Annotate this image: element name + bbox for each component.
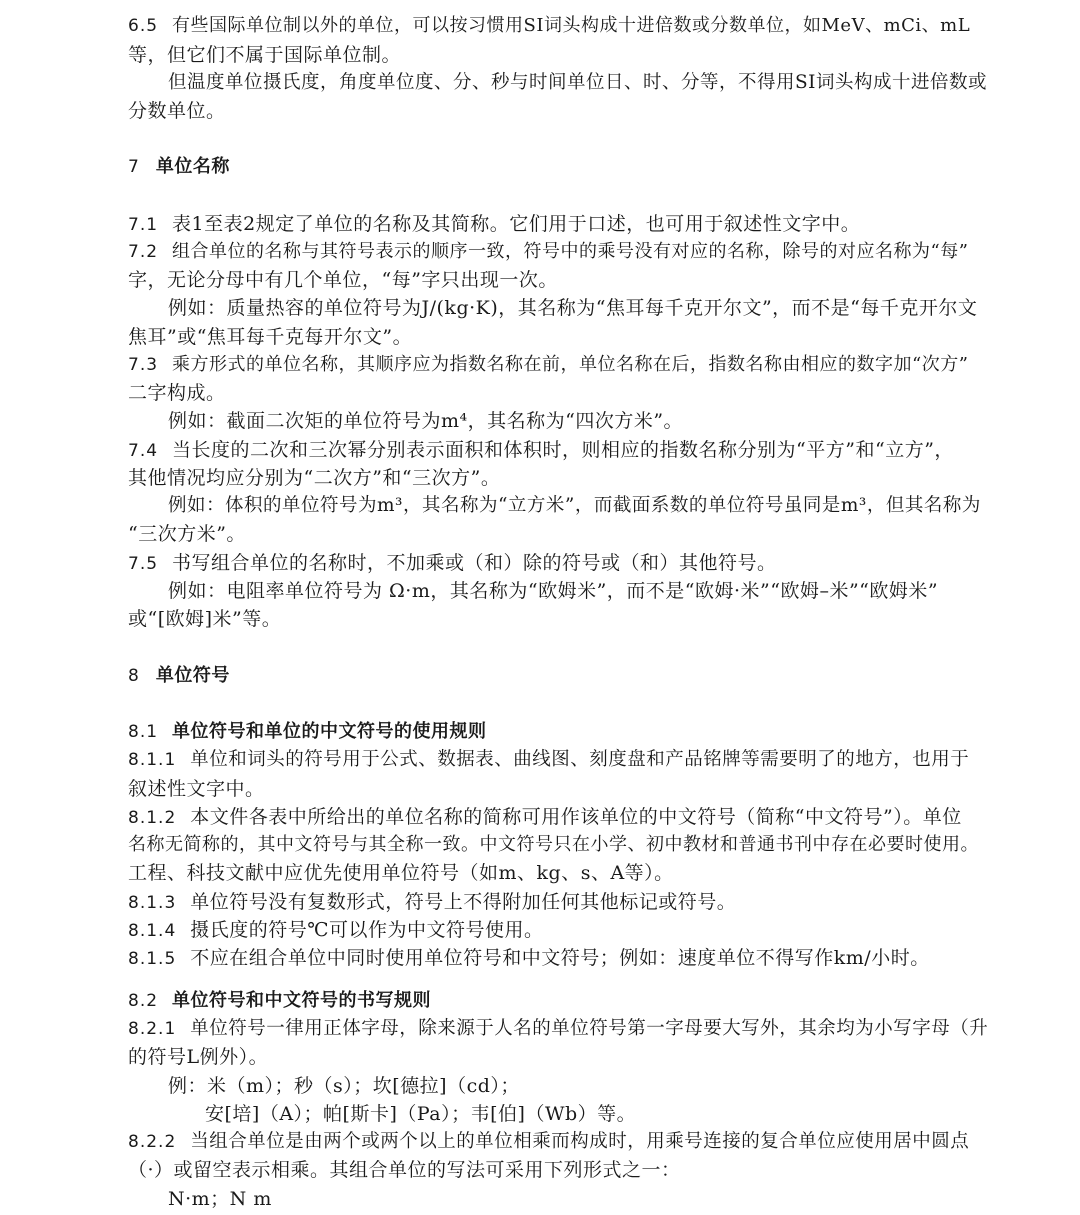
paragraph-line — [128, 97, 988, 125]
clause-text: 当组合单位是由两个或两个以上的单位相乘而构成时，用乘号连接的复合单位应使用居中圆点 — [190, 1131, 970, 1152]
clause-8-1-1 — [128, 746, 988, 774]
subsection-title: 单位符号和中文符号的书写规则 — [172, 990, 432, 1011]
line-text: 等，但它们不属于国际单位制。 — [128, 44, 402, 66]
line-text: “三次方米”。 — [128, 523, 246, 545]
line-text: 的符号L例外）。 — [128, 1046, 269, 1068]
clause-8-1-5 — [128, 944, 988, 973]
line-text: 但温度单位摄氏度，角度单位度、分、秒与时间单位日、时、分等，不得用SI词头构成十进倍数或 — [168, 72, 987, 93]
clause-number: 7.4 — [128, 441, 159, 461]
subsection-heading-8-1 — [128, 718, 988, 746]
paragraph-line — [128, 464, 988, 492]
clause-number: 8.1.4 — [128, 921, 177, 941]
clause-text: 本文件各表中所给出的单位名称的简称可用作该单位的中文符号（简称“中文符号”）。单位 — [190, 806, 962, 828]
section-number: 7 — [128, 157, 140, 177]
clause-6-5 — [128, 12, 988, 40]
clause-text: 单位符号一律用正体字母，除来源于人名的单位符号第一字母要大写外，其余均为小写字母（升 — [190, 1018, 989, 1039]
clause-text: 乘方形式的单位名称，其顺序应为指数名称在前，单位名称在后，指数名称由相应的数字加“次方” — [172, 354, 969, 375]
subsection-number: 8.1 — [128, 722, 159, 742]
section-heading-8 — [128, 662, 988, 690]
clause-number: 6.5 — [128, 16, 159, 36]
clause-8-1-4 — [128, 916, 988, 945]
paragraph-line — [128, 831, 988, 859]
clause-text: 当长度的二次和三次幂分别表示面积和体积时，则相应的指数名称分别为“平方”和“立方”， — [172, 439, 954, 461]
section-title: 单位名称 — [155, 156, 230, 177]
example-line — [168, 1072, 988, 1100]
paragraph-line — [128, 605, 988, 633]
clause-text: 表1至表2规定了单位的名称及其简称。它们用于口述，也可用于叙述性文字中。 — [172, 213, 861, 235]
clause-text: 不应在组合单位中同时使用单位符号和中文符号；例如：速度单位不得写作km/小时。 — [190, 947, 930, 969]
clause-8-1-3 — [128, 888, 988, 917]
clause-number: 8.1.3 — [128, 893, 177, 913]
formula-line — [168, 1185, 988, 1213]
clause-number: 8.2.2 — [128, 1132, 177, 1152]
line-text: 叙述性文字中。 — [128, 778, 265, 800]
paragraph-line — [128, 520, 988, 548]
line-text: 例如：体积的单位符号为m³，其名称为“立方米”，而截面系数的单位符号虽同是m³，但其名称为 — [168, 495, 981, 516]
paragraph-line — [128, 323, 988, 351]
paragraph-line — [128, 1043, 988, 1071]
clause-8-2-1 — [128, 1015, 988, 1043]
section-title: 单位符号 — [155, 665, 230, 686]
clause-number: 7.1 — [128, 215, 159, 235]
clause-number: 8.2.1 — [128, 1019, 177, 1039]
paragraph-line — [168, 69, 988, 97]
line-text: 其他情况均应分别为“二次方”和“三次方”。 — [128, 467, 501, 489]
clause-7-5 — [128, 549, 988, 578]
subsection-heading-8-2 — [128, 987, 988, 1015]
subsection-title: 单位符号和单位的中文符号的使用规则 — [172, 721, 487, 742]
line-text: 例如：质量热容的单位符号为J/(kg·K)，其名称为“焦耳每千克开尔文”，而不是“每千克开尔文 — [168, 297, 978, 319]
paragraph-line — [128, 266, 988, 294]
clause-text: 组合单位的名称与其符号表示的顺序一致，符号中的乘号没有对应的名称，除号的对应名称为“每” — [172, 241, 969, 262]
clause-number: 7.2 — [128, 242, 159, 262]
line-text: 工程、科技文献中应优先使用单位符号（如m、kg、s、A等）。 — [128, 862, 674, 884]
line-text: 例如：电阻率单位符号为 Ω·m，其名称为“欧姆米”，而不是“欧姆·米”“欧姆–米”“欧姆米” — [168, 580, 939, 602]
clause-8-2-2 — [128, 1128, 988, 1156]
line-text: 名称无简称的，其中文符号与其全称一致。中文符号只在小学、初中教材和普通书刊中存在必要时使用。 — [128, 834, 979, 855]
clause-text: 有些国际单位制以外的单位，可以按习惯用SI词头构成十进倍数或分数单位，如MeV、mCi、mL — [172, 15, 971, 36]
clause-number: 8.1.1 — [128, 750, 177, 770]
clause-text: 书写组合单位的名称时，不加乘或（和）除的符号或（和）其他符号。 — [172, 552, 777, 574]
clause-number: 8.1.2 — [128, 808, 177, 828]
clause-7-1 — [128, 210, 988, 239]
clause-8-1-2 — [128, 803, 988, 832]
clause-7-3 — [128, 351, 988, 379]
section-heading-7 — [128, 153, 988, 181]
paragraph-line — [128, 859, 988, 887]
line-text: （·）或留空表示相乘。其组合单位的写法可采用下列形式之一： — [128, 1159, 681, 1181]
paragraph-line — [128, 775, 988, 803]
paragraph-line — [128, 379, 988, 407]
clause-text: 摄氏度的符号℃可以作为中文符号使用。 — [190, 919, 544, 941]
clause-number: 8.1.5 — [128, 949, 177, 969]
line-text: 安[培]（A）；帕[斯卡]（Pa）；韦[伯]（Wb）等。 — [205, 1103, 637, 1125]
clause-text: 单位符号没有复数形式，符号上不得附加任何其他标记或符号。 — [190, 891, 737, 913]
example-line — [205, 1100, 985, 1128]
line-text: 字，无论分母中有几个单位，“每”字只出现一次。 — [128, 269, 558, 291]
example-line — [168, 294, 988, 322]
example-line — [168, 492, 988, 520]
paragraph-line — [128, 41, 988, 69]
line-text: 或“[欧姆]米”等。 — [128, 608, 282, 630]
line-text: 例如：截面二次矩的单位符号为m⁴，其名称为“四次方米”。 — [168, 410, 684, 432]
example-line — [168, 577, 988, 605]
clause-7-2 — [128, 238, 988, 266]
clause-number: 7.3 — [128, 355, 159, 375]
clause-7-4 — [128, 436, 988, 465]
clause-number: 7.5 — [128, 554, 159, 574]
section-number: 8 — [128, 666, 140, 686]
paragraph-line — [128, 1156, 988, 1184]
line-text: 例：米（m）；秒（s）；坎[德拉]（cd）； — [168, 1075, 520, 1097]
clause-text: 单位和词头的符号用于公式、数据表、曲线图、刻度盘和产品铭牌等需要明了的地方，也用于 — [190, 749, 970, 770]
line-text: N·m；N m — [168, 1188, 272, 1210]
subsection-number: 8.2 — [128, 991, 159, 1011]
line-text: 分数单位。 — [128, 100, 226, 122]
example-line — [168, 407, 988, 435]
line-text: 二字构成。 — [128, 382, 226, 404]
line-text: 焦耳”或“焦耳每千克每开尔文”。 — [128, 326, 413, 348]
